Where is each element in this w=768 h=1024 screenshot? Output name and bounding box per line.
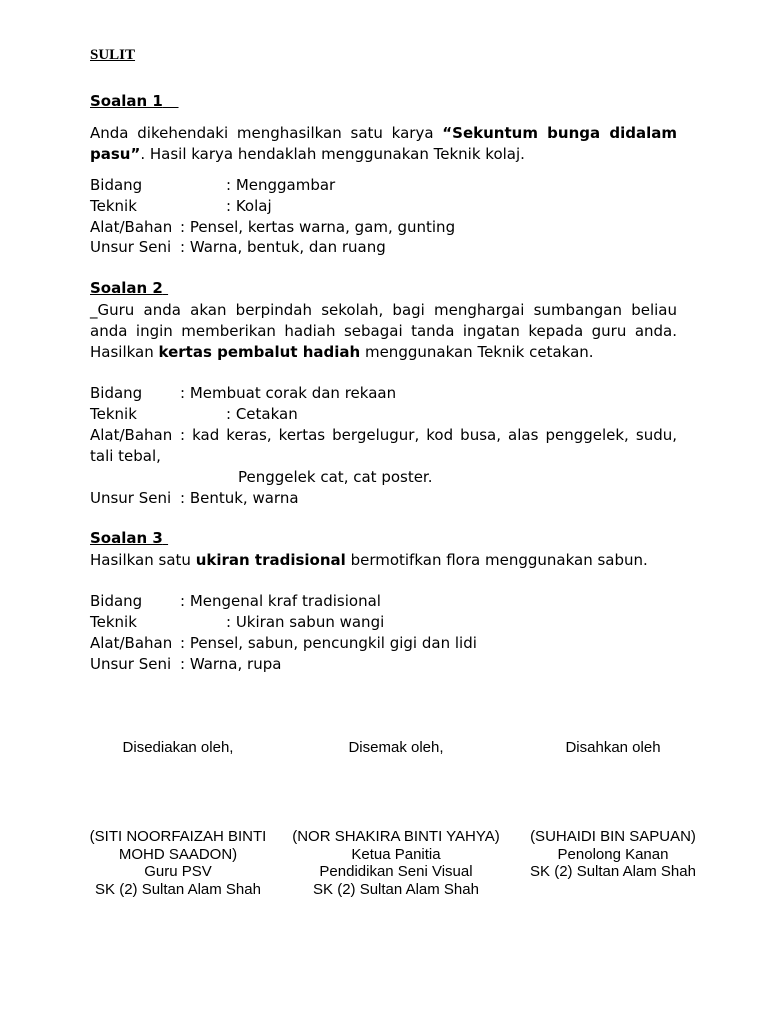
signature-caption: Disemak oleh, [348,739,444,756]
q2-alat-continuation: Penggelek cat, cat poster. [238,468,433,486]
signatory-name: (NOR SHAKIRA BINTI YAHYA) [292,828,500,845]
signatory-role: Penolong Kanan [557,845,669,863]
q3-alat-label: Alat/Bahan [90,634,173,652]
signatory-name: (SUHAIDI BIN SAPUAN) [530,828,696,845]
q3-alat-value: : Pensel, sabun, pencungkil gigi dan lidi [180,634,477,652]
q1-unsur-row [90,237,386,258]
q3-bidang-value: : Mengenal kraf tradisional [180,592,381,610]
q2-unsur-row [90,488,299,509]
q1-unsur-value: : Warna, bentuk, dan ruang [180,238,386,256]
q3-alat-row [90,633,477,654]
q3-unsur-row [90,654,281,675]
question-1-title-text: Soalan 1 [90,92,163,110]
question-2-title-text: Soalan 2 [90,279,163,297]
q2-alat-row [90,425,677,467]
q3-intro-text-end: bermotifkan flora menggunakan sabun. [345,551,648,569]
question-2-intro [90,300,677,363]
question-3-title-text: Soalan 3 [90,529,163,547]
q1-bidang-value: : Menggambar [226,176,336,194]
signature-caption: Disediakan oleh, [122,739,234,756]
q1-teknik-row [90,196,272,217]
q3-bidang-row [90,591,381,612]
signatory-organization: SK (2) Sultan Alam Shah [95,880,261,898]
question-2-title [90,279,168,297]
q1-artwork-title: “Sekuntum bunga didalam pasu” [90,124,677,163]
question-3-intro [90,550,677,571]
signatory-organization: SK (2) Sultan Alam Shah [313,880,479,898]
signatory-role: Guru PSV [144,863,212,880]
signature-details [498,828,728,881]
q1-teknik-value: : Kolaj [226,197,272,215]
q1-bidang-row [90,175,335,196]
q1-intro-text: Anda dikehendaki menghasilkan satu karya [90,124,443,142]
q1-teknik-label: Teknik [90,197,137,215]
q2-unsur-label: Unsur Seni [90,489,172,507]
signatory-role: Ketua Panitia [351,845,441,863]
q2-alat-value: : kad keras, kertas bergelugur, kod busa, alas penggelek, sudu, tali tebal, [90,426,677,465]
q2-intro-text-end: menggunakan Teknik cetakan. [360,343,594,361]
q2-teknik-value: : Cetakan [226,405,298,423]
q1-alat-row [90,217,455,238]
q3-intro-text: Hasilkan satu [90,551,196,569]
q1-alat-label: Alat/Bahan [90,218,173,236]
signatory-name: (SITI NOORFAIZAH BINTI MOHD SAADON) [89,828,267,863]
q3-unsur-label: Unsur Seni [90,655,172,673]
question-3-title [90,529,168,547]
q2-product-name: kertas pembalut hadiah [158,343,361,361]
q1-intro-text-end: . Hasil karya hendaklah menggunakan Teknik kolaj. [140,145,525,163]
q1-unsur-label: Unsur Seni [90,238,172,256]
q1-bidang-label: Bidang [90,176,143,194]
signatory-department: Pendidikan Seni Visual [319,863,473,880]
classification-label: SULIT [90,47,136,63]
q3-teknik-row [90,612,384,633]
q2-unsur-value: : Bentuk, warna [180,489,299,507]
q3-bidang-label: Bidang [90,592,143,610]
q2-alat-label: Alat/Bahan [90,426,173,444]
q2-bidang-value: : Membuat corak dan rekaan [180,384,397,402]
signatory-organization: SK (2) Sultan Alam Shah [530,863,696,880]
q3-product-name: ukiran tradisional [195,551,346,569]
q2-intro-text: _Guru anda akan berpindah sekolah, bagi menghargai sumbangan beliau anda ingin memberikan hadiah sebagai tanda ingatan kepada guru anda. Hasilkan [90,301,677,361]
signature-details [281,828,511,898]
q3-teknik-label: Teknik [90,613,137,631]
question-1-intro [90,123,677,165]
signature-caption: Disahkan oleh [565,739,661,756]
signature-details [63,828,293,898]
q2-teknik-row [90,404,298,425]
q1-alat-value: : Pensel, kertas warna, gam, gunting [180,218,456,236]
q2-bidang-row [90,383,396,404]
q3-teknik-value: : Ukiran sabun wangi [226,613,385,631]
q2-bidang-label: Bidang [90,384,143,402]
question-1-title [90,92,179,110]
q3-unsur-value: : Warna, rupa [180,655,282,673]
q2-teknik-label: Teknik [90,405,137,423]
